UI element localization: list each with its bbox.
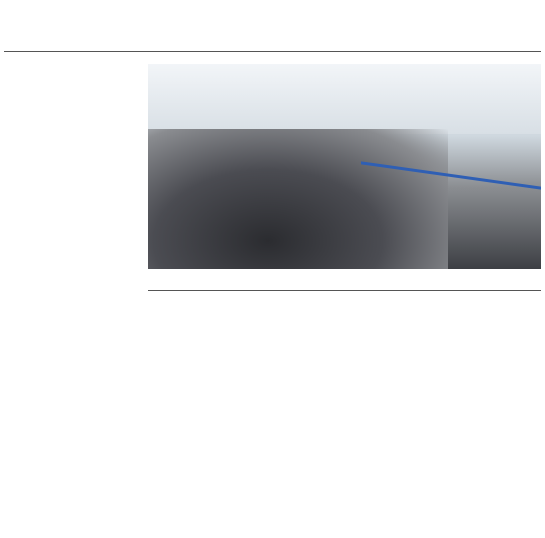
article-column-1 bbox=[148, 296, 275, 536]
article-headline bbox=[4, 3, 541, 49]
photo-ceiling bbox=[148, 64, 541, 134]
caption-rule bbox=[148, 290, 541, 291]
headline-rule bbox=[4, 51, 541, 52]
photo-crowd bbox=[148, 129, 448, 269]
lead-subhead bbox=[4, 64, 142, 78]
news-photo bbox=[148, 64, 541, 269]
lead-column bbox=[4, 64, 142, 536]
article-column-2 bbox=[281, 296, 408, 536]
article-column-3 bbox=[414, 296, 541, 536]
photo-caption bbox=[148, 270, 541, 286]
